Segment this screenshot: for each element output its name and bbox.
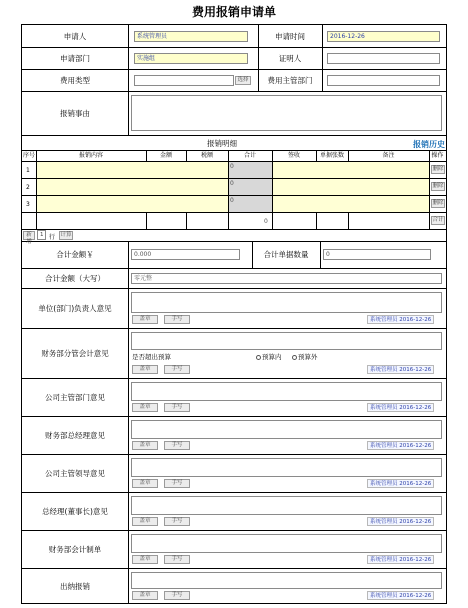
reason-textarea[interactable] bbox=[131, 95, 442, 131]
applicant-label: 申请人 bbox=[63, 31, 87, 41]
approval-label: 财务部总经理意见 bbox=[45, 430, 105, 440]
fee-dept-field[interactable] bbox=[327, 75, 440, 86]
signer-stamp bbox=[367, 315, 434, 324]
handwrite-button[interactable]: 手写 bbox=[164, 441, 190, 450]
fee-type-field[interactable] bbox=[134, 75, 234, 86]
stamp-button[interactable]: 盖章 bbox=[132, 479, 158, 488]
row-delete-button[interactable]: 删除 bbox=[432, 183, 444, 189]
add-row-button[interactable]: 新增 bbox=[23, 231, 35, 240]
row-no: 2 bbox=[26, 184, 30, 191]
handwrite-button[interactable]: 手写 bbox=[164, 517, 190, 526]
reimbursement-form bbox=[21, 24, 447, 604]
stamp-button[interactable]: 盖章 bbox=[132, 315, 158, 324]
fee-dept-label: 费用主管部门 bbox=[267, 75, 313, 85]
handwrite-button[interactable]: 手写 bbox=[164, 479, 190, 488]
signer-name: 系统管理员 bbox=[370, 481, 398, 487]
col-content: 报销内容 bbox=[78, 152, 103, 159]
approval-label: 出纳报销 bbox=[60, 581, 90, 591]
signer-stamp bbox=[367, 479, 434, 488]
total-amount-field[interactable]: 0.000 bbox=[131, 249, 240, 260]
signer-stamp bbox=[367, 517, 434, 526]
row-content-input[interactable] bbox=[37, 179, 228, 195]
signer-name: 系统管理员 bbox=[370, 443, 398, 449]
row-no: 1 bbox=[26, 167, 30, 174]
row-total: 0 bbox=[230, 180, 234, 187]
radio-icon bbox=[256, 355, 261, 360]
radio-icon bbox=[292, 355, 297, 360]
col-tax: 税额 bbox=[200, 152, 213, 159]
approval-label: 单位(部门)负责人意见 bbox=[38, 303, 112, 313]
row-total: 0 bbox=[230, 197, 234, 204]
col-no: 序号 bbox=[22, 152, 35, 159]
add-row-count-input[interactable]: 1 bbox=[37, 230, 46, 240]
approval-opinion-textarea[interactable] bbox=[131, 332, 442, 350]
form-title: 费用报销申请单 bbox=[191, 5, 276, 19]
stamp-button[interactable]: 盖章 bbox=[132, 365, 158, 374]
stamp-button[interactable]: 盖章 bbox=[132, 403, 158, 412]
budget-in-radio[interactable] bbox=[256, 352, 282, 361]
row-delete-button[interactable]: 删除 bbox=[432, 166, 444, 172]
row-total-cell bbox=[229, 179, 272, 195]
approval-label: 总经理(董事长)意见 bbox=[42, 506, 108, 516]
doc-count-field[interactable]: 0 bbox=[323, 249, 431, 260]
signer-stamp bbox=[367, 441, 434, 450]
applicant-field[interactable]: 系统管理员 bbox=[134, 31, 248, 42]
budget-out-radio[interactable] bbox=[292, 352, 318, 361]
approval-opinion-textarea[interactable] bbox=[131, 534, 442, 553]
row-total-cell bbox=[229, 196, 272, 212]
sign-date: 2016-12-26 bbox=[399, 317, 432, 323]
approval-opinion-textarea[interactable] bbox=[131, 382, 442, 401]
approval-label: 财务部会计制单 bbox=[48, 544, 102, 554]
approval-opinion-textarea[interactable] bbox=[131, 420, 442, 439]
signer-name: 系统管理员 bbox=[370, 367, 398, 373]
signer-name: 系统管理员 bbox=[370, 557, 398, 563]
col-sign: 签收 bbox=[287, 152, 300, 159]
witness-label: 证明人 bbox=[278, 53, 302, 63]
approval-label: 财务部分管会计意见 bbox=[41, 348, 109, 358]
reason-label: 报销事由 bbox=[60, 108, 90, 118]
stamp-button[interactable]: 盖章 bbox=[132, 591, 158, 600]
row-total: 0 bbox=[230, 163, 234, 170]
sign-date: 2016-12-26 bbox=[399, 557, 432, 563]
handwrite-button[interactable]: 手写 bbox=[164, 555, 190, 564]
sign-date: 2016-12-26 bbox=[399, 443, 432, 449]
budget-out-label: 预算外 bbox=[298, 353, 318, 361]
doc-count-label: 合计单据数量 bbox=[263, 250, 309, 259]
row-unit-label: 行 bbox=[49, 234, 56, 241]
signer-stamp bbox=[367, 365, 434, 374]
approval-opinion-textarea[interactable] bbox=[131, 572, 442, 589]
handwrite-button[interactable]: 手写 bbox=[164, 315, 190, 324]
approval-opinion-textarea[interactable] bbox=[131, 292, 442, 313]
signer-name: 系统管理员 bbox=[370, 593, 398, 599]
approval-label: 公司主管部门意见 bbox=[45, 392, 105, 402]
sign-date: 2016-12-26 bbox=[399, 367, 432, 373]
dept-label: 申请部门 bbox=[60, 53, 90, 63]
row-sign-input[interactable] bbox=[273, 196, 429, 212]
signer-stamp bbox=[367, 403, 434, 412]
col-action: 操作 bbox=[431, 152, 444, 159]
col-doc-count: 单据张数 bbox=[319, 152, 344, 159]
signer-name: 系统管理员 bbox=[370, 519, 398, 525]
handwrite-button[interactable]: 手写 bbox=[164, 365, 190, 374]
approval-opinion-textarea[interactable] bbox=[131, 496, 442, 515]
approval-opinion-textarea[interactable] bbox=[131, 458, 442, 477]
detail-sum: 0 bbox=[264, 218, 268, 225]
sign-date: 2016-12-26 bbox=[399, 519, 432, 525]
row-delete-button[interactable]: 删除 bbox=[432, 200, 444, 206]
sign-date: 2016-12-26 bbox=[399, 405, 432, 411]
col-amount: 金额 bbox=[159, 152, 172, 159]
col-total: 合计 bbox=[243, 152, 256, 159]
signer-stamp bbox=[367, 555, 434, 564]
col-remark: 备注 bbox=[382, 152, 395, 159]
witness-field[interactable] bbox=[327, 53, 440, 64]
row-content-input[interactable] bbox=[37, 196, 228, 212]
signer-stamp bbox=[367, 591, 434, 600]
detail-section-title: 报销明细 bbox=[207, 138, 237, 148]
sign-date: 2016-12-26 bbox=[399, 481, 432, 487]
row-content-input[interactable] bbox=[37, 162, 228, 178]
stamp-button[interactable]: 盖章 bbox=[132, 441, 158, 450]
calc-button[interactable]: 计算 bbox=[60, 232, 72, 238]
budget-question: 是否超出预算 bbox=[132, 353, 171, 361]
apply-time-field[interactable]: 2016-12-26 bbox=[327, 31, 440, 42]
handwrite-button[interactable]: 手写 bbox=[164, 403, 190, 412]
apply-time-label: 申请时间 bbox=[275, 31, 305, 41]
sum-button[interactable]: 合计 bbox=[432, 217, 444, 223]
fee-type-select-button[interactable]: 选择 bbox=[235, 76, 251, 85]
upper-amount-label: 合计金额（大写） bbox=[45, 273, 105, 283]
signer-name: 系统管理员 bbox=[370, 405, 398, 411]
approval-label: 公司主管领导意见 bbox=[45, 468, 105, 478]
fee-type-label: 费用类型 bbox=[60, 75, 90, 85]
row-no: 3 bbox=[26, 201, 30, 208]
row-sign-input[interactable] bbox=[273, 162, 429, 178]
signer-name: 系统管理员 bbox=[370, 317, 398, 323]
row-total-cell bbox=[229, 162, 272, 178]
dept-field[interactable]: 实施组 bbox=[134, 53, 248, 64]
handwrite-button[interactable]: 手写 bbox=[164, 591, 190, 600]
upper-amount-field[interactable]: 零元整 bbox=[131, 273, 442, 284]
stamp-button[interactable]: 盖章 bbox=[132, 517, 158, 526]
stamp-button[interactable]: 盖章 bbox=[132, 555, 158, 564]
row-sign-input[interactable] bbox=[273, 179, 429, 195]
budget-in-label: 预算内 bbox=[262, 353, 282, 361]
total-amount-label: 合计金额￥ bbox=[56, 250, 94, 259]
history-link[interactable]: 报销历史 bbox=[413, 140, 445, 149]
sign-date: 2016-12-26 bbox=[399, 593, 432, 599]
